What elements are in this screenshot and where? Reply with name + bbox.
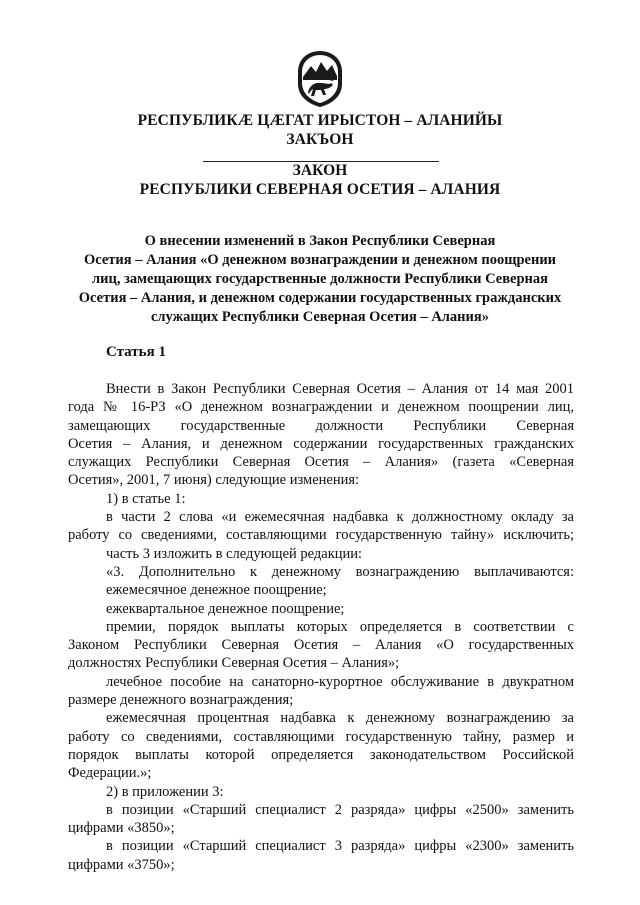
body-line: ежемесячная процентная надбавка к денежному вознаграждению за [106, 710, 574, 727]
header-law-ossetian: ЗАКЪОН [286, 131, 354, 148]
body-line: в позиции «Старший специалист 3 разряда» цифры «2300» заменить [106, 838, 574, 855]
document-body [68, 380, 574, 874]
body-line: Федерации.»; [68, 765, 152, 782]
body-line: размере денежного вознаграждения; [68, 692, 294, 709]
title-line: Осетия – Алания «О денежном вознаграждении и денежном поощрении [83, 252, 557, 268]
body-line: часть 3 изложить в следующей редакции: [106, 545, 363, 562]
body-line: 1) в статье 1: [106, 490, 186, 507]
body-line: в позиции «Старший специалист 2 разряда» цифры «2500» заменить [106, 801, 574, 818]
title-line: служащих Республики Северная Осетия – Алания» [150, 309, 489, 325]
body-line: Осетия», 2001, 7 июня) следующие изменения: [68, 472, 360, 489]
body-line: служащих Республики Северная Осетия – Алания» (газета «Северная [68, 454, 574, 471]
body-line: ежеквартальное денежное поощрение; [106, 600, 345, 617]
header-law-russian: ЗАКОН [292, 162, 348, 179]
body-line: замещающих государственные должности Республики Северная [68, 417, 574, 434]
body-line: цифрами «3850»; [68, 820, 175, 837]
body-line: Внести в Закон Республики Северная Осетия – Алания от 14 мая 2001 [106, 381, 574, 397]
body-line: 2) в приложении 3: [106, 783, 224, 800]
title-line: Осетия – Алания, и денежном содержании государственных гражданских [78, 290, 562, 306]
body-line: работу со сведениями, составляющими государственную тайну» исключить; [68, 527, 574, 544]
body-line: премии, порядок выплаты которых определяется в соответствии с [106, 618, 574, 635]
header-republic-russian: РЕСПУБЛИКИ СЕВЕРНАЯ ОСЕТИЯ – АЛАНИЯ [139, 181, 501, 198]
body-line: Осетия – Алания, и денежном содержании государственных гражданских [68, 435, 574, 452]
coat-of-arms-emblem-icon [296, 50, 344, 108]
body-line: должностях Республики Северная Осетия – Алания»; [68, 655, 400, 672]
article-heading: Статья 1 [106, 344, 166, 360]
title-line: О внесении изменений в Закон Республики Северная [144, 233, 496, 249]
document-title [62, 232, 578, 327]
title-line: лиц, замещающих государственные должности Республики Северная [91, 271, 549, 287]
body-line: лечебное пособие на санаторно-курортное обслуживание в двукратном [106, 673, 574, 690]
body-line: в части 2 слова «и ежемесячная надбавка к должностному окладу за [106, 509, 574, 526]
body-line: порядок выплаты которой определяется законодательством Российской [68, 746, 574, 763]
body-line: года № 16-РЗ «О денежном вознаграждении и денежном поощрении лиц, [68, 399, 574, 416]
body-line: «3. Дополнительно к денежному вознаграждению выплачиваются: [106, 563, 574, 580]
body-line: Законом Республики Северная Осетия – Алания «О государственных [68, 637, 574, 654]
body-line: работу со сведениями, составляющими государственную тайну, размер и [68, 728, 574, 745]
body-line: ежемесячное денежное поощрение; [106, 582, 327, 599]
header-republic-ossetian: РЕСПУБЛИКӔ ЦӔГАТ ИРЫСТОН – АЛАНИЙЫ [137, 112, 503, 129]
body-line: цифрами «3750»; [68, 856, 175, 873]
